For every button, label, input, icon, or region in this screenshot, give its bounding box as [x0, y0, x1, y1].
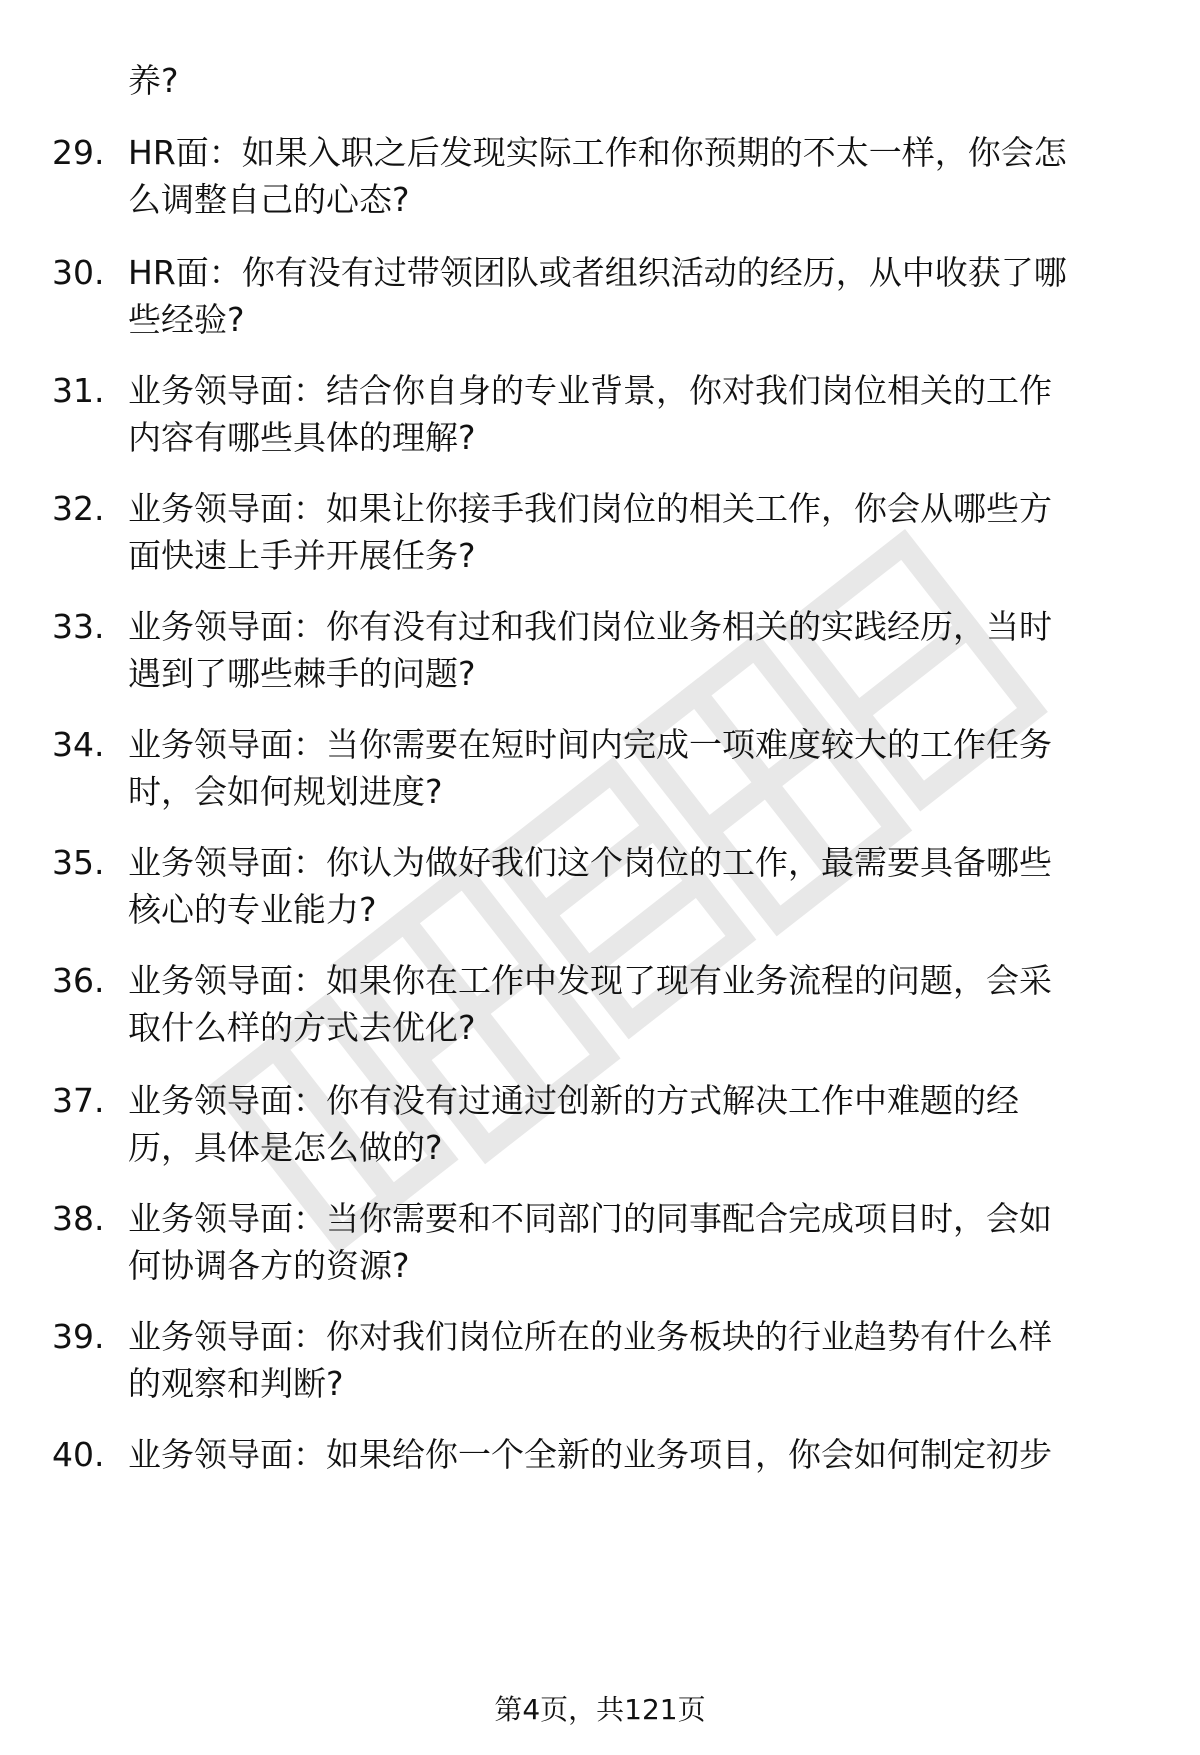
question-text-line: 业务领导面：你认为做好我们这个岗位的工作，最需要具备哪些	[128, 843, 1052, 882]
question-text-line: 业务领导面：如果给你一个全新的业务项目，你会如何制定初步	[128, 1435, 1052, 1474]
question-text-line: 业务领导面：你有没有过和我们岗位业务相关的实践经历，当时	[128, 607, 1052, 646]
question-number: 39.	[52, 1317, 105, 1356]
question-text-line: 么调整自己的心态?	[128, 180, 410, 219]
question-number: 32.	[52, 489, 105, 528]
question-text-line: 何协调各方的资源?	[128, 1246, 410, 1285]
question-item	[0, 368, 1200, 468]
page-footer: 第4页，共121页	[494, 1693, 706, 1726]
question-number: 34.	[52, 725, 105, 764]
question-text-line: 面快速上手并开展任务?	[128, 536, 476, 575]
question-item	[0, 958, 1200, 1058]
continuation-text: 养?	[128, 61, 179, 100]
question-text-line: 历，具体是怎么做的?	[128, 1128, 443, 1167]
question-text-line: 些经验?	[128, 300, 245, 339]
question-item	[0, 1078, 1200, 1178]
question-text-line: 的观察和判断?	[128, 1364, 344, 1403]
question-item	[0, 250, 1200, 350]
question-item	[0, 840, 1200, 940]
question-number: 40.	[52, 1435, 105, 1474]
question-text-line: HR面：如果入职之后发现实际工作和你预期的不太一样，你会怎	[128, 133, 1067, 172]
question-text-line: 业务领导面：你对我们岗位所在的业务板块的行业趋势有什么样	[128, 1317, 1052, 1356]
question-text-line: 核心的专业能力?	[128, 890, 377, 929]
question-text-line: 业务领导面：如果你在工作中发现了现有业务流程的问题，会采	[128, 961, 1052, 1000]
question-number: 38.	[52, 1199, 105, 1238]
question-text-line: 业务领导面：你有没有过通过创新的方式解决工作中难题的经	[128, 1081, 1019, 1120]
question-item	[0, 1432, 1200, 1484]
question-number: 36.	[52, 961, 105, 1000]
question-text-line: 业务领导面：当你需要和不同部门的同事配合完成项目时，会如	[128, 1199, 1052, 1238]
question-item	[0, 1314, 1200, 1414]
question-text-line: 业务领导面：当你需要在短时间内完成一项难度较大的工作任务	[128, 725, 1052, 764]
question-number: 29.	[52, 133, 105, 172]
question-item	[0, 722, 1200, 822]
question-text-line: 取什么样的方式去优化?	[128, 1008, 476, 1047]
question-text-line: 时，会如何规划进度?	[128, 772, 443, 811]
question-text-line: 遇到了哪些棘手的问题?	[128, 654, 476, 693]
question-item	[0, 130, 1200, 230]
question-item	[0, 486, 1200, 586]
question-item	[0, 1196, 1200, 1296]
question-text-line: 内容有哪些具体的理解?	[128, 418, 476, 457]
question-text-line: HR面：你有没有过带领团队或者组织活动的经历，从中收获了哪	[128, 253, 1067, 292]
question-number: 37.	[52, 1081, 105, 1120]
question-text-line: 业务领导面：如果让你接手我们岗位的相关工作，你会从哪些方	[128, 489, 1052, 528]
question-number: 33.	[52, 607, 105, 646]
question-item	[0, 604, 1200, 704]
question-number: 30.	[52, 253, 105, 292]
question-text-line: 业务领导面：结合你自身的专业背景，你对我们岗位相关的工作	[128, 371, 1052, 410]
question-number: 35.	[52, 843, 105, 882]
question-number: 31.	[52, 371, 105, 410]
